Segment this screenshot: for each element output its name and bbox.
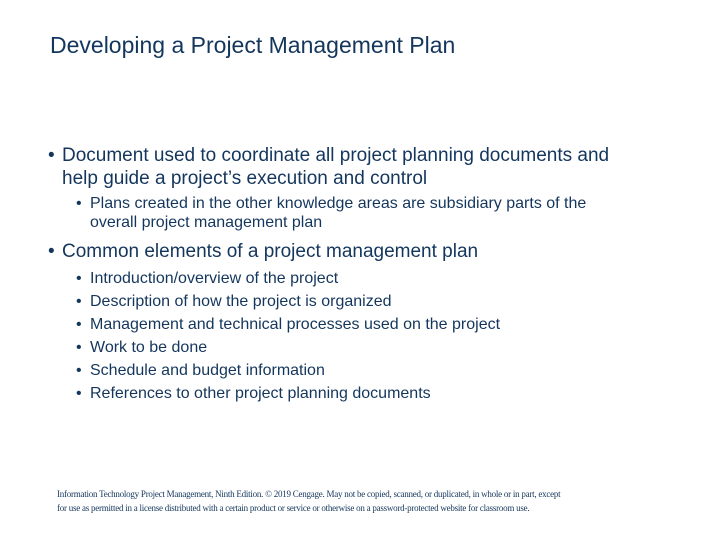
sub-bullet-marker: • xyxy=(76,385,82,402)
bullet-text-line: help guide a project’s execution and control xyxy=(62,168,428,189)
sub-bullet-text-line: Plans created in the other knowledge areas are subsidiary parts of the xyxy=(90,195,587,212)
bullet-marker: • xyxy=(48,241,55,262)
sub-bullet-list xyxy=(48,267,688,405)
footer-line: for use as permitted in a license distributed with a certain product or service or otherwise on a password-protected website for classroom use. xyxy=(57,503,530,513)
footer-line: Information Technology Project Management, Ninth Edition. © 2019 Cengage. May not be copied, scanned, or duplicated, in whole or in part, except xyxy=(57,489,561,499)
slide-body xyxy=(48,144,688,413)
sub-bullet-text: Introduction/overview of the project xyxy=(90,270,339,287)
sub-bullet-point xyxy=(48,359,688,382)
sub-bullet-marker: • xyxy=(76,195,82,212)
copyright-footer xyxy=(57,487,697,515)
slide-title: Developing a Project Management Plan xyxy=(50,32,456,58)
bullet-point xyxy=(48,144,688,190)
sub-bullet-text: Schedule and budget information xyxy=(90,362,325,379)
sub-bullet-marker: • xyxy=(76,270,82,287)
sub-bullet-marker: • xyxy=(76,362,82,379)
bullet-text-line: Common elements of a project management plan xyxy=(62,241,479,262)
sub-bullet-text: References to other project planning documents xyxy=(90,385,431,402)
sub-bullet-point xyxy=(48,194,688,232)
sub-bullet-point xyxy=(48,313,688,336)
sub-bullet-point xyxy=(48,382,688,405)
sub-bullet-point xyxy=(48,267,688,290)
bullet-text-line: Document used to coordinate all project planning documents and xyxy=(62,145,610,166)
sub-bullet-marker: • xyxy=(76,293,82,310)
sub-bullet-marker: • xyxy=(76,339,82,356)
sub-bullet-list xyxy=(48,194,688,232)
bullet-marker: • xyxy=(48,145,55,166)
sub-bullet-text: Management and technical processes used on the project xyxy=(90,316,501,333)
sub-bullet-text: Work to be done xyxy=(90,339,208,356)
sub-bullet-point xyxy=(48,336,688,359)
sub-bullet-marker: • xyxy=(76,316,82,333)
bullet-point xyxy=(48,240,688,263)
sub-bullet-text-line: overall project management plan xyxy=(90,214,323,231)
sub-bullet-point xyxy=(48,290,688,313)
sub-bullet-text: Description of how the project is organized xyxy=(90,293,392,310)
